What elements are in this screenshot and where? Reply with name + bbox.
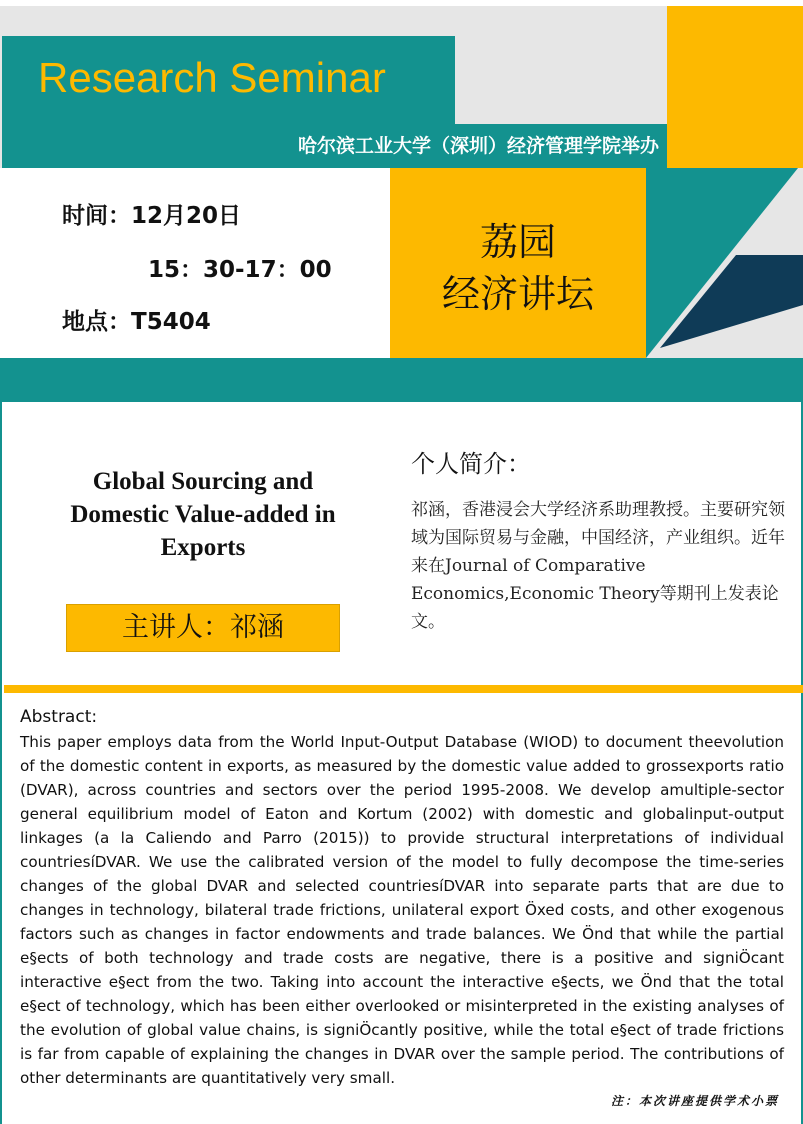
bio-text: 祁涵，香港浸会大学经济系助理教授。主要研究领域为国际贸易与金融，中国经济，产业组织。近年来在Journal of Comparative Economics,Economic Theory等期刊上发表论文。	[411, 500, 785, 632]
yellow-divider	[4, 685, 803, 693]
footnote: 注：本次讲座提供学术小票	[610, 1094, 779, 1108]
speaker-name: 主讲人：祁涵	[122, 612, 284, 643]
decorative-triangles	[646, 168, 803, 358]
talk-title-line-1: Global Sourcing and	[92, 468, 314, 495]
event-time-range: 15：30-17：00	[148, 257, 332, 283]
talk-title-line-3: Exports	[160, 534, 246, 561]
corner-yellow-block	[667, 6, 803, 168]
talk-title	[45, 465, 361, 564]
seminar-title: Research Seminar	[38, 54, 386, 101]
abstract-heading: Abstract:	[20, 707, 98, 727]
forum-name-line-2: 经济讲坛	[441, 272, 594, 316]
abstract-body: This paper employs data from the World Input-Output Database (WIOD) to document theevolution of the domestic content in exports, as measured by the domestic value added to grossexports ratio (DVAR), across countries and sectors over the period 1995-2008. We develop amultiple-sector general equilibrium model of Eaton and Kortum (2002) with domestic and globalinput-output linkages (a la Caliendo and Parro (2015)) to provide structural interpretations of individual countriesíDVAR. We use the calibrated version of the model to fully decompose the time-series changes of the global DVAR and selected countriesíDVAR into separate parts that are due to changes in technology, bilateral trade frictions, unilateral export Öxed costs, and other exogenous factors such as changes in factor endowments and trade balances. We Önd that while the partial e§ects of both technology and trade costs are negative, there is a positive and signiÖcant interactive e§ect from the two. Taking into account the interactive e§ects, we Önd that the total e§ect of technology, which has been either overlooked or misinterpreted in the existing analyses of the evolution of global value chains, is signiÖcantly positive, while the total e§ect of trade frictions is far from capable of explaining the changes in DVAR over the sample period. The contributions of other determinants are quantitatively very small.	[20, 733, 784, 1087]
forum-name	[390, 216, 646, 320]
organizer-text: 哈尔滨工业大学（深圳）经济管理学院举办	[297, 135, 659, 157]
event-location: 地点：T5404	[62, 309, 211, 335]
bio-heading: 个人简介：	[411, 450, 531, 478]
talk-title-line-2: Domestic Value-added in	[70, 501, 336, 528]
event-date: 时间：12月20日	[62, 203, 242, 229]
forum-name-line-1: 荔园	[479, 220, 556, 264]
